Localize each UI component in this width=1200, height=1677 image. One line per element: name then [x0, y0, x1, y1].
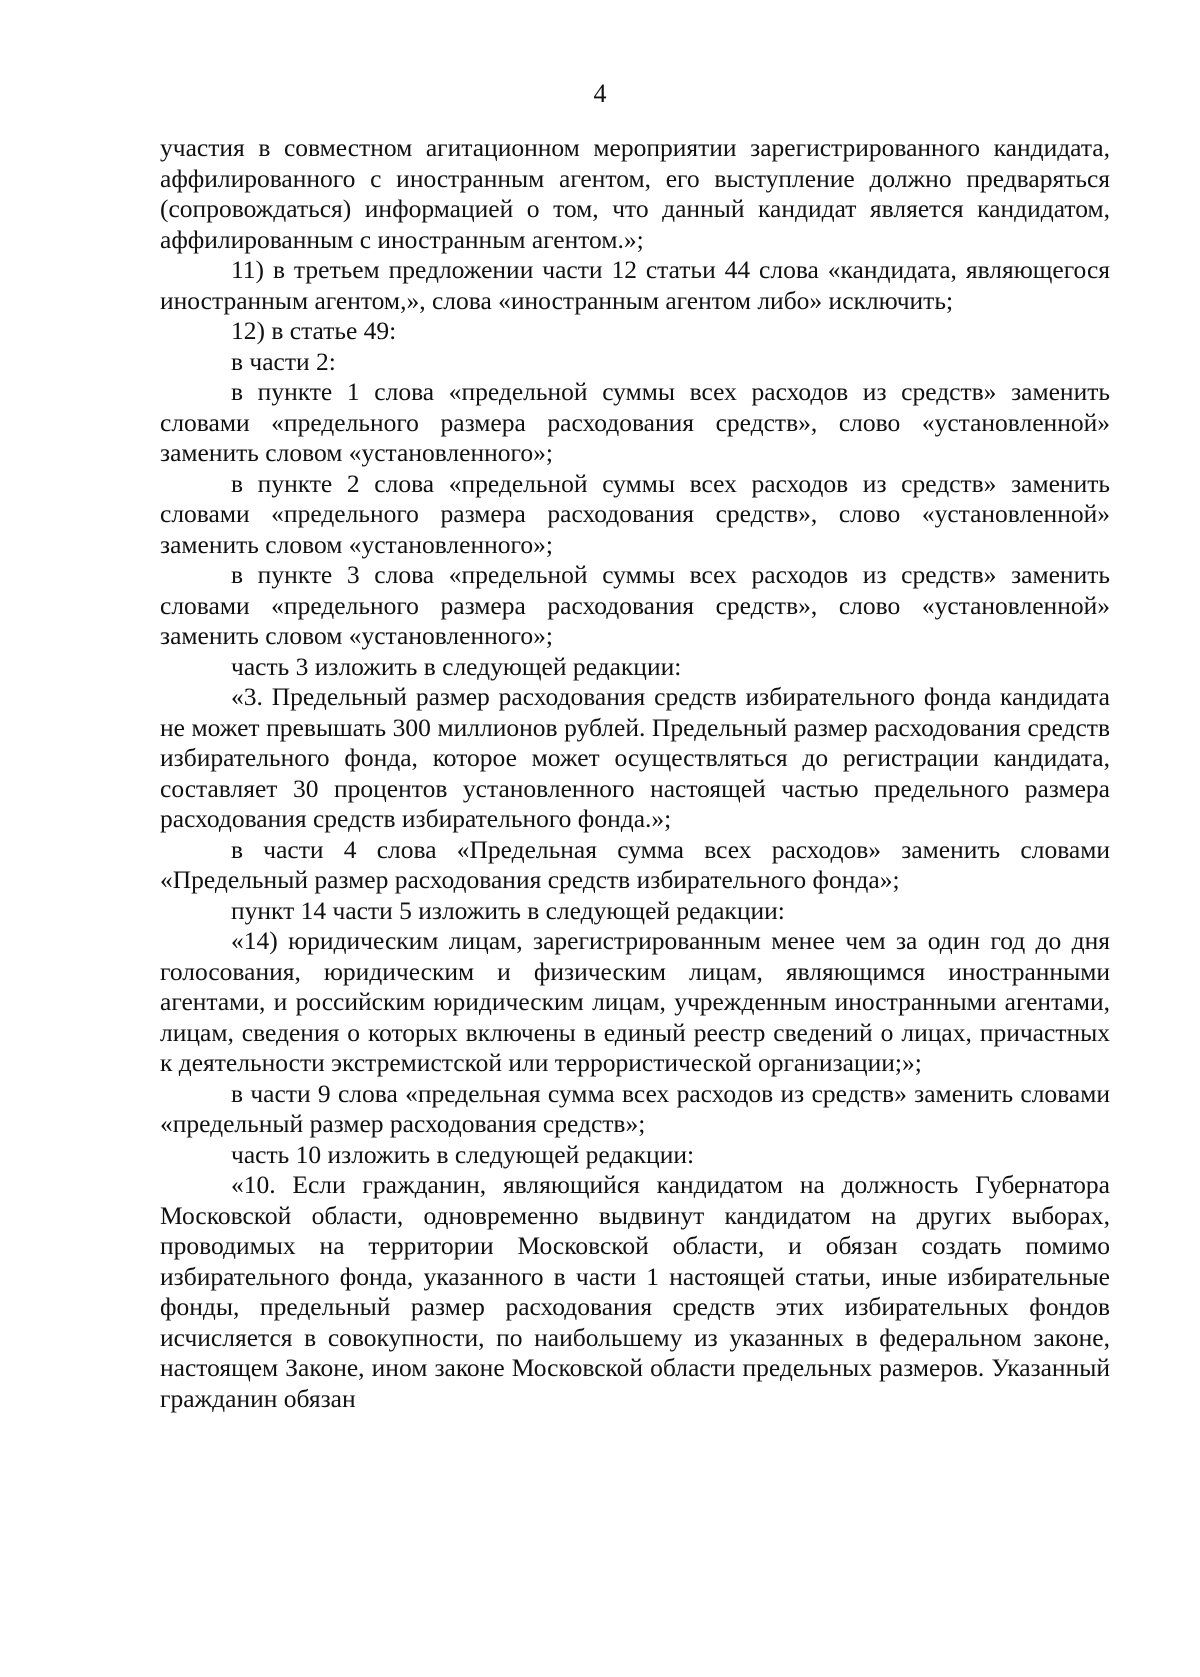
page-number: 4 — [593, 79, 607, 108]
paragraph-point-1: в пункте 1 слова «предельной суммы всех расходов из средств» заменить словами «предельного размера расходования средств», слово «установленной» заменить словом «установленного»; — [160, 377, 1110, 467]
paragraph-part-10-intro: часть 10 изложить в следующей редакции: — [231, 1139, 695, 1169]
paragraph-continuation: участия в совместном агитационном мероприятии зарегистрированного кандидата, аффилированного с иностранным агентом, его выступление должно предваряться (сопровождаться) информацией о том, что данный кандидат является кандидатом, аффилированным с иностранным агентом.»; — [160, 133, 1110, 254]
document-body — [160, 133, 1110, 1414]
paragraph-point-2: в пункте 2 слова «предельной суммы всех расходов из средств» заменить словами «предельного размера расходования средств», слово «установленной» заменить словом «установленного»; — [160, 468, 1110, 559]
paragraph-point-3: в пункте 3 слова «предельной суммы всех расходов из средств» заменить словами «предельного размера расходования средств», слово «установленной» заменить словом «установленного»; — [160, 560, 1110, 650]
paragraph-point-14-intro: пункт 14 части 5 изложить в следующей редакции: — [231, 895, 785, 925]
paragraph-part-10-text: «10. Если гражданин, являющийся кандидатом на должность Губернатора Московской области, одновременно выдвинут кандидатом на других выборах, проводимых на территории Московской области, и обязан создать помимо избирательного фонда, указанного в части 1 настоящей статьи, иные избирательные фонды, предельный размер расходования средств этих избирательных фондов исчисляется в совокупности, по наибольшему из указанных в федеральном законе, настоящем Законе, ином законе Московской области предельных размеров. Указанный гражданин обязан — [160, 1170, 1110, 1413]
paragraph-part-9: в части 9 слова «предельная сумма всех расходов из средств» заменить словами «предельный размер расходования средств»; — [160, 1078, 1110, 1138]
paragraph-part-2: в части 2: — [231, 346, 336, 376]
paragraph-part-4: в части 4 слова «Предельная сумма всех расходов» заменить словами «Предельный размер расходования средств избирательного фонда»; — [160, 834, 1110, 894]
paragraph-item-11: 11) в третьем предложении части 12 статьи 44 слова «кандидата, являющегося иностранным агентом,», слова «иностранным агентом либо» исключить; — [160, 255, 1110, 315]
paragraph-part-3-text: «3. Предельный размер расходования средств избирательного фонда кандидата не может превышать 300 миллионов рублей. Предельный размер расходования средств избирательного фонда, которое может осуществляться до регистрации кандидата, составляет 30 процентов установленного настоящей частью предельного размера расходования средств избирательного фонда.»; — [160, 682, 1110, 833]
paragraph-item-12: 12) в статье 49: — [231, 316, 397, 345]
paragraph-point-14-text: «14) юридическим лицам, зарегистрированным менее чем за один год до дня голосования, юридическим и физическим лицам, являющимся иностранными агентами, и российским юридическим лицам, учрежденным иностранными агентами, лицам, сведения о которых включены в единый реестр сведений о лицах, причастных к деятельности экстремистской или террористической организации;»; — [160, 926, 1110, 1077]
paragraph-part-3-intro: часть 3 изложить в следующей редакции: — [231, 651, 682, 681]
